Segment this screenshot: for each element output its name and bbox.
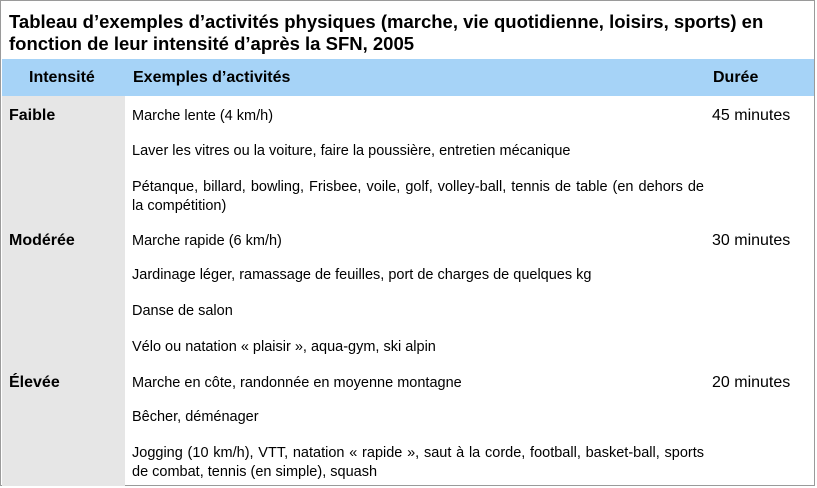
intensity-moderee: Modérée xyxy=(9,232,75,249)
activity-item: Danse de salon xyxy=(132,303,233,319)
table-header-row xyxy=(2,59,814,96)
activity-item: Marche en côte, randonnée en moyenne montagne xyxy=(132,375,462,391)
activity-item: Marche lente (4 km/h) xyxy=(132,108,274,124)
duration-elevee: 20 minutes xyxy=(712,374,791,391)
activity-item: Laver les vitres ou la voiture, faire la poussière, entretien mécanique xyxy=(132,143,571,159)
duration-faible: 45 minutes xyxy=(712,107,791,124)
duration-moderee: 30 minutes xyxy=(712,232,791,249)
header-duration: Durée xyxy=(713,69,759,86)
activity-item: Bêcher, déménager xyxy=(132,409,259,425)
activity-item: Pétanque, billard, bowling, Frisbee, voile, golf, volley-ball, tennis de table (en dehors de la compétition) xyxy=(132,179,704,214)
intensity-faible: Faible xyxy=(9,107,56,124)
activity-item: Jogging (10 km/h), VTT, natation « rapide », saut à la corde, football, basket-ball, sports de combat, tennis (en simple), squash xyxy=(132,445,704,480)
activity-item: Vélo ou natation « plaisir », aqua-gym, ski alpin xyxy=(132,339,436,355)
table-caption: Tableau d’exemples d’activités physiques (marche, vie quotidienne, loisirs, sports) en fonction de leur intensité d’après la SFN, 2005 xyxy=(9,11,764,54)
intensity-elevee: Élevée xyxy=(9,374,60,391)
activity-item: Jardinage léger, ramassage de feuilles, port de charges de quelques kg xyxy=(132,267,592,283)
intensity-column-background xyxy=(2,96,125,486)
header-intensity: Intensité xyxy=(29,69,95,86)
header-examples: Exemples d’activités xyxy=(133,69,291,86)
activity-item: Marche rapide (6 km/h) xyxy=(132,233,282,249)
